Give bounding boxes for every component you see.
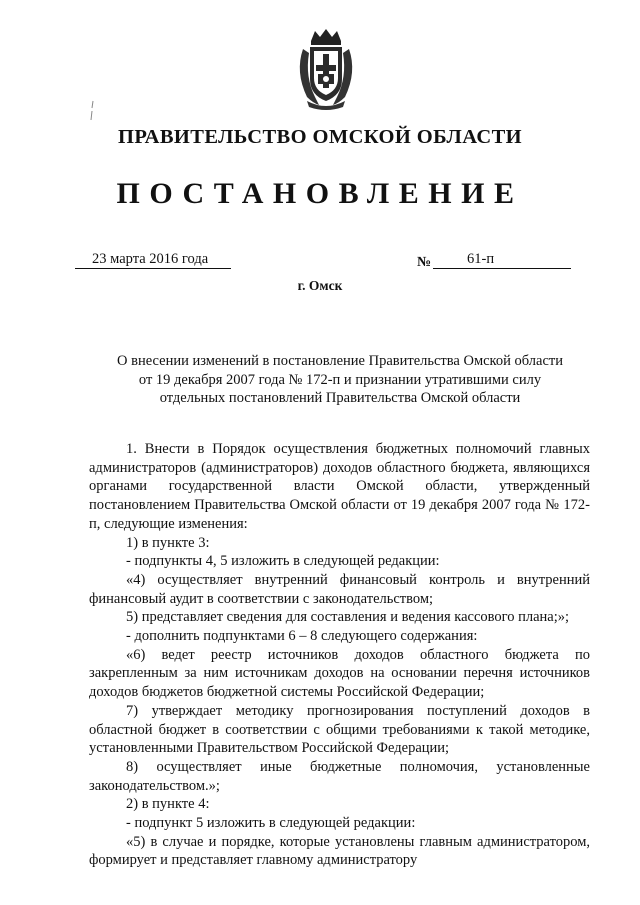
- document-type: ПОСТАНОВЛЕНИЕ: [116, 177, 524, 210]
- body-paragraph: 5) представляет сведения для составления и ведения кассового плана;»;: [126, 609, 570, 626]
- document-subject: [100, 352, 580, 408]
- body-paragraph: 2) в пункте 4:: [126, 796, 210, 813]
- document-date: 23 марта 2016 года: [75, 251, 231, 269]
- body-paragraph: - подпункт 5 изложить в следующей редакции:: [126, 815, 416, 832]
- scan-mark: [89, 100, 95, 122]
- body-paragraph: 8) осуществляет иные бюджетные полномочия, установленные законодательством.»;: [89, 758, 590, 794]
- body-paragraph: «4) осуществляет внутренний финансовый контроль и внутренний финансовый аудит в соответствии с законодательством;: [89, 571, 590, 607]
- government-title: ПРАВИТЕЛЬСТВО ОМСКОЙ ОБЛАСТИ: [117, 126, 523, 148]
- subject-line: О внесении изменений в постановление Правительства Омской области: [117, 353, 563, 369]
- body-paragraph: 7) утверждает методику прогнозирования поступлений доходов в областной бюджет в соответствии с общими требованиями к такой методике, установленными Правительством Российской Федерации;: [89, 702, 590, 757]
- subject-line: от 19 декабря 2007 года № 172-п и признании утратившими силу: [138, 371, 542, 388]
- document-city: г. Омск: [297, 278, 343, 293]
- body-paragraph: 1) в пункте 3:: [126, 534, 210, 551]
- number-label: №: [417, 255, 432, 270]
- document-body: [89, 440, 590, 870]
- coat-of-arms-icon: [293, 27, 359, 111]
- body-paragraph: «6) ведет реестр источников доходов областного бюджета по закрепленным за ним источникам доходов на основании перечня источников доходов бюджетов бюджетной системы Российской Федерации;: [89, 646, 590, 701]
- body-paragraph: 1. Внести в Порядок осуществления бюджетных полномочий главных администраторов (администраторов) доходов областного бюджета, являющихся органами государственной власти Омской области, утвержденный постановлением Правительства Омской области от 19 декабря 2007 года № 172-п, следующие изменения:: [89, 441, 590, 532]
- body-paragraph: - подпункты 4, 5 изложить в следующей редакции:: [126, 553, 440, 570]
- body-paragraph: «5) в случае и порядке, которые установлены главным администратором, формирует и представляет главному администратору: [89, 833, 590, 869]
- document-number: 61-п: [433, 251, 571, 269]
- body-paragraph: - дополнить подпунктами 6 – 8 следующего содержания:: [126, 628, 478, 645]
- subject-line: отдельных постановлений Правительства Омской области: [159, 390, 521, 406]
